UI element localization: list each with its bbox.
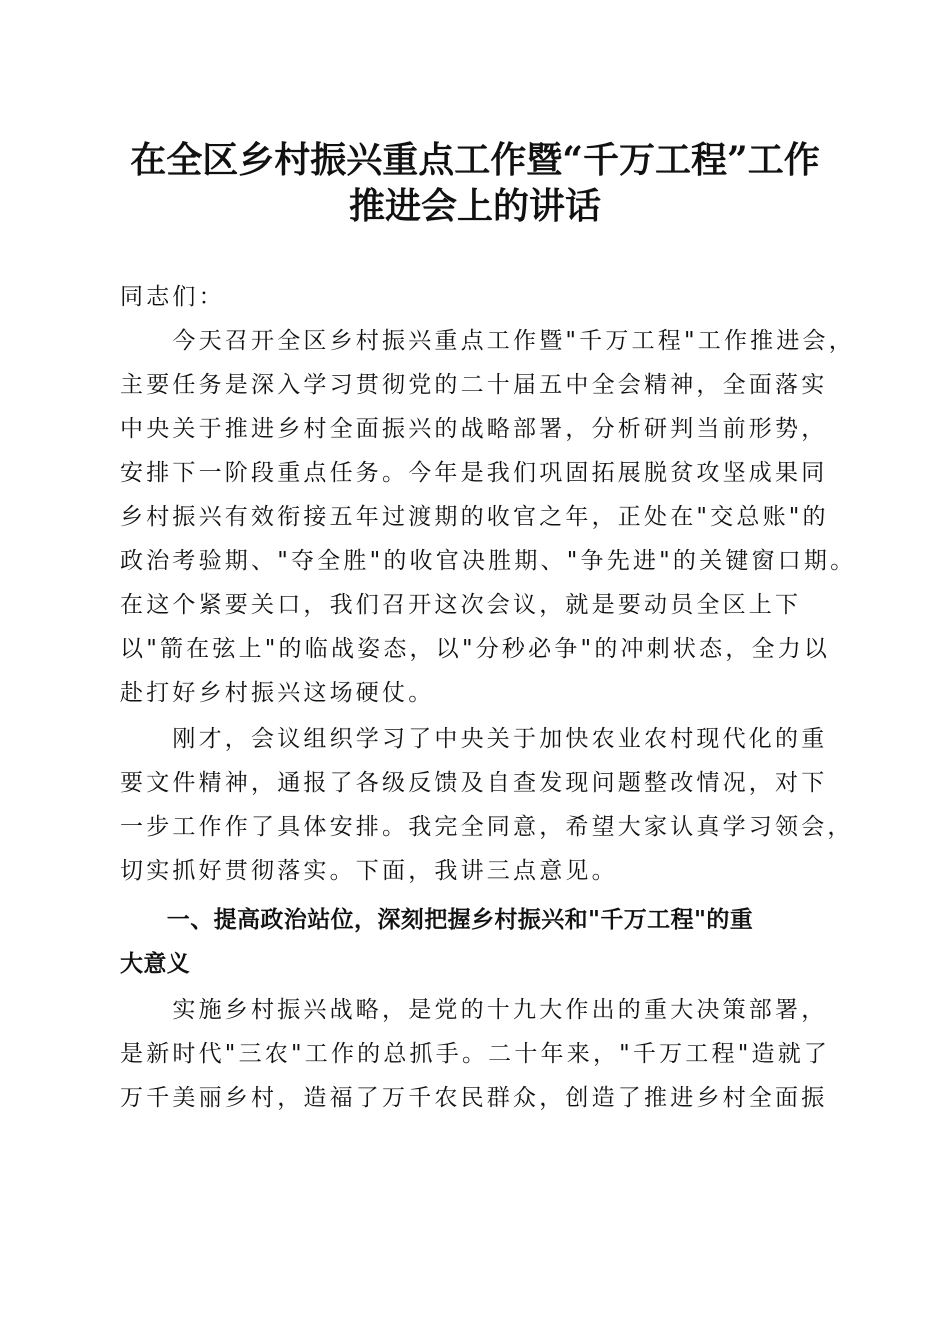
body-line: 政治考验期、"夺全胜"的收官决胜期、"争先进"的关键窗口期。 xyxy=(120,548,857,574)
body-line: 以"箭在弦上"的临战姿态，以"分秒必争"的冲刺状态，全力以 xyxy=(120,636,831,662)
body-line: 今天召开全区乡村振兴重点工作暨"千万工程"工作推进会， xyxy=(120,328,855,354)
body-line: 万千美丽乡村，造福了万千农民群众，创造了推进乡村全面振 xyxy=(120,1085,828,1111)
section-heading-line-2: 大意义 xyxy=(120,951,191,977)
document-title-line-1: 在全区乡村振兴重点工作暨“千万工程”工作 xyxy=(130,139,820,181)
body-line: 主要任务是深入学习贯彻党的二十届五中全会精神，全面落实 xyxy=(120,372,828,398)
body-line: 赴打好乡村振兴这场硬仗。 xyxy=(120,680,435,706)
body-line: 切实抓好贯彻落实。下面，我讲三点意见。 xyxy=(120,858,618,884)
body-line: 要文件精神，通报了各级反馈及自查发现问题整改情况，对下 xyxy=(120,770,828,796)
body-line: 安排下一阶段重点任务。今年是我们巩固拓展脱贫攻坚成果同 xyxy=(120,460,828,486)
body-line: 在这个紧要关口，我们召开这次会议，就是要动员全区上下 xyxy=(120,592,802,618)
section-heading-line-1: 一、提高政治站位，深刻把握乡村振兴和"千万工程"的重 xyxy=(120,907,754,933)
body-line: 刚才，会议组织学习了中央关于加快农业农村现代化的重 xyxy=(120,726,828,752)
body-line: 是新时代"三农"工作的总抓手。二十年来，"千万工程"造就了 xyxy=(120,1041,831,1067)
body-line: 乡村振兴有效衔接五年过渡期的收官之年，正处在"交总账"的 xyxy=(120,504,829,530)
document-title-line-2: 推进会上的讲话 xyxy=(348,185,601,227)
salutation: 同志们： xyxy=(120,284,225,310)
body-line: 一步工作作了具体安排。我完全同意，希望大家认真学习领会， xyxy=(120,814,854,840)
body-line: 实施乡村振兴战略，是党的十九大作出的重大决策部署， xyxy=(120,997,828,1023)
body-line: 中央关于推进乡村全面振兴的战略部署，分析研判当前形势， xyxy=(120,416,828,442)
